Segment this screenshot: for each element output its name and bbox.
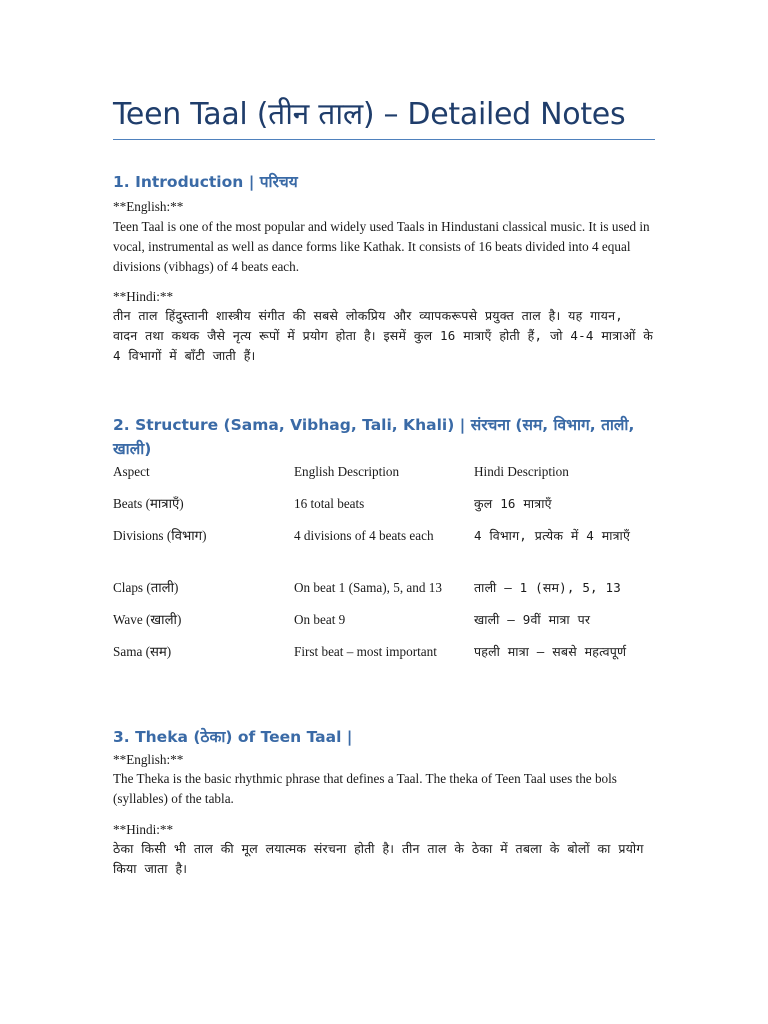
table-cell-aspect: Beats (मात्राएँ)	[113, 496, 184, 511]
theka-hindi-text: ठेका किसी भी ताल की मूल लयात्मक संरचना होती है। तीन ताल के ठेका में तबला के बोलों का प्रयोग किया जाता है।	[113, 841, 644, 876]
page-title: Teen Taal (तीन ताल) – Detailed Notes	[113, 97, 626, 132]
column-header: Aspect	[113, 464, 150, 479]
table-cell-hindi: कुल 16 मात्राएँ	[474, 496, 552, 511]
section-heading-introduction: 1. Introduction | परिचय	[113, 173, 298, 191]
table-cell-english: 16 total beats	[294, 496, 365, 511]
table-cell-aspect: Claps (ताली)	[113, 580, 179, 595]
table-cell-english: On beat 9	[294, 612, 346, 627]
table-cell-hindi: ताली – 1 (सम), 5, 13	[474, 580, 621, 595]
table-cell-english: First beat – most important	[294, 644, 437, 659]
column-header: Hindi Description	[474, 464, 569, 479]
table-cell-hindi: पहली मात्रा – सबसे महत्वपूर्ण	[474, 644, 627, 659]
table-cell-english: 4 divisions of 4 beats each	[294, 528, 434, 543]
column-header: English Description	[294, 464, 400, 479]
section-heading-structure: 2. Structure (Sama, Vibhag, Tali, Khali) | संरचना (सम, विभाग, ताली, खाली)	[113, 416, 635, 458]
table-cell-aspect: Sama (सम)	[113, 644, 172, 659]
table-cell-aspect: Wave (खाली)	[113, 612, 182, 627]
table-cell-english: On beat 1 (Sama), 5, and 13	[294, 580, 442, 595]
hindi-label: **Hindi:**	[113, 822, 174, 837]
introduction-hindi-text: तीन ताल हिंदुस्तानी शास्त्रीय संगीत की सबसे लोकप्रिय और व्यापकरूपसे प्रयुक्त ताल है। यह गायन, वादन तथा कथक जैसे नृत्य रूपों में प्रयोग होता है। इसमें कुल 16 मात्राएँ होती हैं, जो 4-4 मात्राओं के 4 विभागों में बाँटी जाती हैं।	[113, 308, 654, 363]
table-cell-hindi: 4 विभाग, प्रत्येक में 4 मात्राएँ	[474, 528, 631, 543]
english-label: **English:**	[113, 199, 184, 214]
hindi-label: **Hindi:**	[113, 289, 174, 304]
table-cell-hindi: खाली – 9वीं मात्रा पर	[474, 612, 591, 627]
introduction-english-text: Teen Taal is one of the most popular and widely used Taals in Hindustani classical music. It is used in vocal, instrumental as well as dance forms like Kathak. It consists of 16 beats divided into 4 equal divisions (vibhags) of 4 beats each.	[113, 219, 650, 274]
table-cell-aspect: Divisions (विभाग)	[113, 528, 207, 543]
title-divider	[113, 139, 655, 140]
section-heading-theka: 3. Theka (ठेका) of Teen Taal |	[113, 728, 353, 746]
english-label: **English:**	[113, 752, 184, 767]
theka-english-text: The Theka is the basic rhythmic phrase that defines a Taal. The theka of Teen Taal uses the bols (syllables) of the tabla.	[113, 771, 617, 806]
